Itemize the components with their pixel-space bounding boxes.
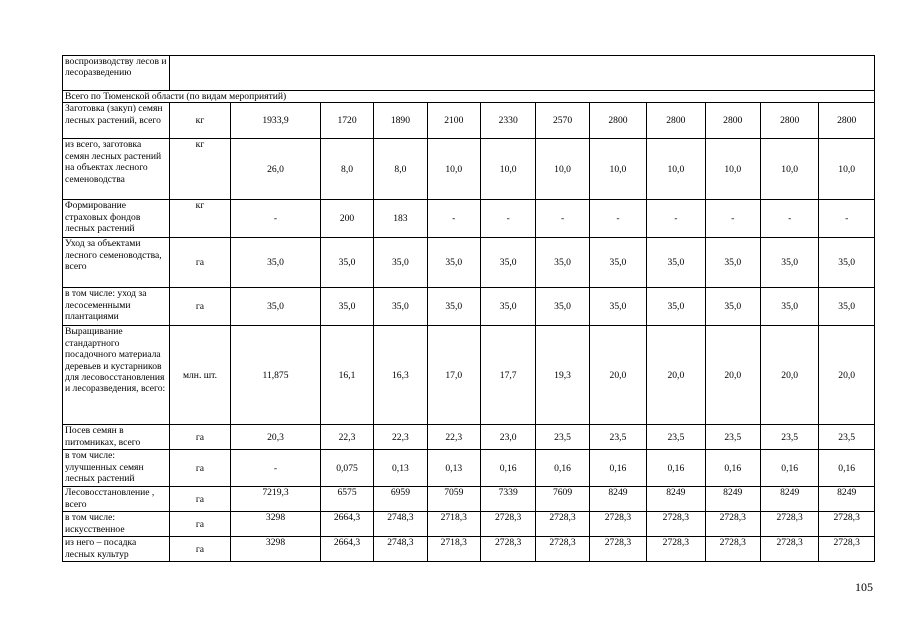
value-cell: 20,0 bbox=[647, 326, 705, 425]
value-cell: 35,0 bbox=[320, 288, 373, 326]
value-cell: 2664,3 bbox=[320, 512, 373, 537]
value-cell: 23,5 bbox=[705, 425, 760, 450]
value-cell: 2728,3 bbox=[536, 512, 589, 537]
value-cell: 23,5 bbox=[819, 425, 875, 450]
value-cell: - bbox=[705, 200, 760, 238]
value-cell: 2664,3 bbox=[320, 537, 373, 562]
value-cell: - bbox=[760, 200, 818, 238]
value-cell: 2570 bbox=[536, 103, 589, 139]
value-cell: 35,0 bbox=[589, 288, 646, 326]
value-cell: 10,0 bbox=[589, 139, 646, 200]
unit-cell: га bbox=[169, 537, 230, 562]
value-cell: - bbox=[480, 200, 535, 238]
row-label: из него – посадка лесных культур bbox=[63, 537, 170, 562]
unit-cell: га bbox=[169, 425, 230, 450]
value-cell: 10,0 bbox=[819, 139, 875, 200]
value-cell: 10,0 bbox=[427, 139, 480, 200]
value-cell: 0,075 bbox=[320, 450, 373, 487]
value-cell: 7609 bbox=[536, 487, 589, 512]
value-cell: 2800 bbox=[819, 103, 875, 139]
value-cell: 2748,3 bbox=[374, 537, 427, 562]
value-cell: 0,16 bbox=[536, 450, 589, 487]
value-cell: 2728,3 bbox=[819, 512, 875, 537]
value-cell: 10,0 bbox=[760, 139, 818, 200]
value-cell: 2728,3 bbox=[480, 512, 535, 537]
value-cell: 35,0 bbox=[480, 238, 535, 288]
value-cell: 7059 bbox=[427, 487, 480, 512]
value-cell: 23,5 bbox=[760, 425, 818, 450]
row-label: Лесовосстановление , всего bbox=[63, 487, 170, 512]
unit-cell: кг bbox=[169, 139, 230, 200]
value-cell: 35,0 bbox=[536, 288, 589, 326]
value-cell: 6959 bbox=[374, 487, 427, 512]
value-cell: 2718,3 bbox=[427, 537, 480, 562]
value-cell: 10,0 bbox=[536, 139, 589, 200]
value-cell: 2728,3 bbox=[647, 512, 705, 537]
value-cell: 0,13 bbox=[427, 450, 480, 487]
value-cell: 8,0 bbox=[320, 139, 373, 200]
value-cell: 0,16 bbox=[647, 450, 705, 487]
table-row bbox=[63, 450, 875, 487]
value-cell: - bbox=[427, 200, 480, 238]
value-cell: 3298 bbox=[231, 537, 321, 562]
value-cell: 35,0 bbox=[705, 238, 760, 288]
value-cell: - bbox=[536, 200, 589, 238]
value-cell: 2728,3 bbox=[760, 537, 818, 562]
row-label: в том числе: улучшенных семян лесных растений bbox=[63, 450, 170, 487]
value-cell: - bbox=[589, 200, 646, 238]
value-cell: 16,1 bbox=[320, 326, 373, 425]
value-cell: 35,0 bbox=[647, 288, 705, 326]
value-cell: - bbox=[819, 200, 875, 238]
value-cell: 20,0 bbox=[760, 326, 818, 425]
value-cell: 35,0 bbox=[819, 288, 875, 326]
table-row bbox=[63, 200, 875, 238]
value-cell: 35,0 bbox=[819, 238, 875, 288]
value-cell: 2748,3 bbox=[374, 512, 427, 537]
value-cell: 2728,3 bbox=[760, 512, 818, 537]
value-cell: 3298 bbox=[231, 512, 321, 537]
value-cell: 183 bbox=[374, 200, 427, 238]
value-cell: 11,875 bbox=[231, 326, 321, 425]
value-cell: 20,0 bbox=[589, 326, 646, 425]
forestry-measures-table bbox=[62, 55, 875, 562]
value-cell: 35,0 bbox=[231, 238, 321, 288]
value-cell: 2728,3 bbox=[819, 537, 875, 562]
value-cell: 8249 bbox=[760, 487, 818, 512]
value-cell: 2728,3 bbox=[589, 512, 646, 537]
value-cell: 20,3 bbox=[231, 425, 321, 450]
value-cell: 0,16 bbox=[589, 450, 646, 487]
unit-cell: кг bbox=[169, 103, 230, 139]
table-row bbox=[63, 288, 875, 326]
value-cell: 16,3 bbox=[374, 326, 427, 425]
table-row bbox=[63, 238, 875, 288]
row-label: в том числе: уход за лесосеменными плантациями bbox=[63, 288, 170, 326]
value-cell: 23,5 bbox=[536, 425, 589, 450]
row-label: Уход за объектами лесного семеноводства, всего bbox=[63, 238, 170, 288]
unit-cell: кг bbox=[169, 200, 230, 238]
value-cell: 8249 bbox=[589, 487, 646, 512]
value-cell: 7339 bbox=[480, 487, 535, 512]
value-cell: 2800 bbox=[589, 103, 646, 139]
value-cell: 35,0 bbox=[374, 238, 427, 288]
intro-label: воспроизводству лесов и лесоразведению bbox=[63, 56, 170, 91]
value-cell: 2330 bbox=[480, 103, 535, 139]
table-row bbox=[63, 537, 875, 562]
value-cell: 2728,3 bbox=[589, 537, 646, 562]
value-cell: 35,0 bbox=[760, 288, 818, 326]
row-label: в том числе: искусственное bbox=[63, 512, 170, 537]
value-cell: 20,0 bbox=[819, 326, 875, 425]
value-cell: 8249 bbox=[705, 487, 760, 512]
value-cell: 35,0 bbox=[427, 288, 480, 326]
intro-row bbox=[63, 56, 875, 91]
value-cell: 35,0 bbox=[760, 238, 818, 288]
value-cell: 22,3 bbox=[427, 425, 480, 450]
value-cell: 35,0 bbox=[705, 288, 760, 326]
value-cell: 2728,3 bbox=[705, 512, 760, 537]
value-cell: 26,0 bbox=[231, 139, 321, 200]
section-row bbox=[63, 91, 875, 103]
value-cell: 35,0 bbox=[427, 238, 480, 288]
value-cell: 23,5 bbox=[589, 425, 646, 450]
table-row bbox=[63, 326, 875, 425]
value-cell: 22,3 bbox=[374, 425, 427, 450]
value-cell: 35,0 bbox=[374, 288, 427, 326]
value-cell: 2718,3 bbox=[427, 512, 480, 537]
value-cell: 35,0 bbox=[480, 288, 535, 326]
value-cell: - bbox=[231, 200, 321, 238]
value-cell: 2100 bbox=[427, 103, 480, 139]
value-cell: 35,0 bbox=[536, 238, 589, 288]
value-cell: 35,0 bbox=[589, 238, 646, 288]
table-row bbox=[63, 487, 875, 512]
value-cell: 2728,3 bbox=[705, 537, 760, 562]
intro-empty-cell bbox=[169, 56, 874, 91]
section-title: Всего по Тюменской области (по видам мероприятий) bbox=[63, 91, 875, 103]
unit-cell: га bbox=[169, 512, 230, 537]
unit-cell: га bbox=[169, 450, 230, 487]
value-cell: 8,0 bbox=[374, 139, 427, 200]
value-cell: 7219,3 bbox=[231, 487, 321, 512]
value-cell: 0,13 bbox=[374, 450, 427, 487]
value-cell: 1720 bbox=[320, 103, 373, 139]
value-cell: 6575 bbox=[320, 487, 373, 512]
value-cell: 2728,3 bbox=[647, 537, 705, 562]
table-row bbox=[63, 512, 875, 537]
value-cell: 19,3 bbox=[536, 326, 589, 425]
value-cell: 2728,3 bbox=[536, 537, 589, 562]
table-row bbox=[63, 425, 875, 450]
value-cell: 0,16 bbox=[760, 450, 818, 487]
unit-cell: млн. шт. bbox=[169, 326, 230, 425]
unit-cell: га bbox=[169, 487, 230, 512]
page-number: 105 bbox=[855, 580, 873, 594]
value-cell: 2800 bbox=[705, 103, 760, 139]
value-cell: 0,16 bbox=[819, 450, 875, 487]
row-label: Формирование страховых фондов лесных растений bbox=[63, 200, 170, 238]
value-cell: 0,16 bbox=[705, 450, 760, 487]
value-cell: 35,0 bbox=[231, 288, 321, 326]
unit-cell: га bbox=[169, 288, 230, 326]
value-cell: 2800 bbox=[760, 103, 818, 139]
value-cell: 23,0 bbox=[480, 425, 535, 450]
value-cell: 10,0 bbox=[705, 139, 760, 200]
value-cell: - bbox=[647, 200, 705, 238]
row-label: Выращивание стандартного посадочного материала деревьев и кустарников для лесовосстановления и лесоразведения, всего: bbox=[63, 326, 170, 425]
table-row bbox=[63, 139, 875, 200]
value-cell: 20,0 bbox=[705, 326, 760, 425]
value-cell: 35,0 bbox=[647, 238, 705, 288]
value-cell: 1890 bbox=[374, 103, 427, 139]
value-cell: 23,5 bbox=[647, 425, 705, 450]
value-cell: 10,0 bbox=[647, 139, 705, 200]
row-label: из всего, заготовка семян лесных растений на объектах лесного семеноводства bbox=[63, 139, 170, 200]
value-cell: 35,0 bbox=[320, 238, 373, 288]
value-cell: 2728,3 bbox=[480, 537, 535, 562]
value-cell: - bbox=[231, 450, 321, 487]
row-label: Посев семян в питомниках, всего bbox=[63, 425, 170, 450]
value-cell: 2800 bbox=[647, 103, 705, 139]
value-cell: 10,0 bbox=[480, 139, 535, 200]
value-cell: 17,7 bbox=[480, 326, 535, 425]
value-cell: 8249 bbox=[819, 487, 875, 512]
value-cell: 1933,9 bbox=[231, 103, 321, 139]
value-cell: 200 bbox=[320, 200, 373, 238]
unit-cell: га bbox=[169, 238, 230, 288]
value-cell: 8249 bbox=[647, 487, 705, 512]
row-label: Заготовка (закуп) семян лесных растений, всего bbox=[63, 103, 170, 139]
value-cell: 17,0 bbox=[427, 326, 480, 425]
value-cell: 22,3 bbox=[320, 425, 373, 450]
value-cell: 0,16 bbox=[480, 450, 535, 487]
table-row bbox=[63, 103, 875, 139]
